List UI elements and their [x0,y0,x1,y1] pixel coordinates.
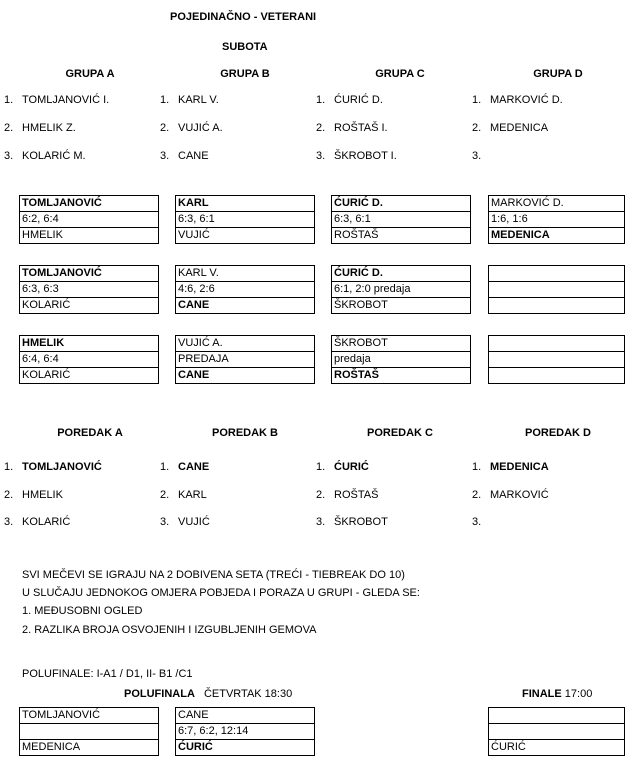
match-score: 6:1, 2:0 predaja [332,282,471,298]
match-player-2: CANE [176,368,315,384]
match-player-1: ŠKROBOT [332,336,471,352]
group-player-number: 3. [160,150,170,162]
standing-number: 1. [472,461,482,473]
standing-player: CANE [178,461,210,473]
group-player-name: MEDENICA [490,122,549,134]
semifinal-pairs: POLUFINALE: I-A1 / D1, II- B1 /C1 [22,668,193,680]
semifinal-1-player-2: MEDENICA [20,740,159,756]
match-table [19,265,159,314]
match-player-1: KARL V. [176,266,315,282]
note-line: SVI MEČEVI SE IGRAJU NA 2 DOBIVENA SETA (TREĆI - TIEBREAK DO 10) [22,569,405,581]
match-score: 6:2, 6:4 [20,212,159,228]
semifinal-2-score: 6:7, 6:2, 12:14 [176,724,315,740]
group-player-number: 2. [316,122,326,134]
match-player-1: TOMLJANOVIĆ [20,266,159,282]
standing-number: 3. [4,516,14,528]
match-player-2: ŠKROBOT [332,298,471,314]
match-table [19,335,159,384]
match-player-2: VUJIĆ [176,228,315,244]
standing-number: 3. [316,516,326,528]
match-score [489,352,625,368]
match-table [175,335,315,384]
day-label: SUBOTA [222,41,268,53]
standing-number: 1. [160,461,170,473]
group-player-number: 3. [4,150,14,162]
group-player-name: KARL V. [178,94,219,106]
semifinal-time: ČETVRTAK 18:30 [203,688,293,700]
group-player-name: TOMLJANOVIĆ I. [22,94,110,106]
standing-number: 2. [316,489,326,501]
group-player-number: 3. [472,150,482,162]
standing-number: 1. [316,461,326,473]
match-player-1: ĆURIĆ D. [332,266,471,282]
match-table [331,195,471,244]
semifinal-2-player-1: CANE [176,708,315,724]
match-table [175,195,315,244]
match-player-2: MEDENICA [489,228,625,244]
group-player-number: 2. [472,122,482,134]
semifinal-1-table [19,707,159,756]
note-line: U SLUČAJU JEDNOKOG OMJERA POBJEDA I PORAZA U GRUPI - GLEDA SE: [22,587,420,599]
match-table [331,335,471,384]
semifinal-header: POLUFINALA [124,688,195,700]
standing-player: MEDENICA [490,461,549,473]
match-player-1: ĆURIĆ D. [332,196,471,212]
standing-number: 3. [160,516,170,528]
match-player-1: HMELIK [20,336,159,352]
match-player-2 [489,368,625,384]
match-player-2: CANE [176,298,315,314]
group-player-number: 1. [472,94,482,106]
match-player-2 [489,298,625,314]
match-table [331,265,471,314]
group-player-number: 1. [316,94,326,106]
semifinal-2-table [175,707,315,756]
group-player-number: 1. [160,94,170,106]
note-line: 1. MEĐUSOBNI OGLED [22,605,143,617]
standings-d-header: POREDAK D [524,427,591,439]
final-header: FINALE [522,688,562,700]
final-player-1 [489,708,625,724]
match-score: 6:3, 6:1 [332,212,471,228]
group-player-number: 1. [4,94,14,106]
standing-player: KARL [178,489,207,501]
standing-player: KOLARIĆ [22,516,71,528]
standing-player: ĆURIĆ [334,461,369,473]
match-player-1: TOMLJANOVIĆ [20,196,159,212]
semifinal-1-player-1: TOMLJANOVIĆ [20,708,159,724]
match-player-2: ROŠTAŠ [332,228,471,244]
group-a-header: GRUPA A [65,68,115,80]
standing-player: TOMLJANOVIĆ [22,461,102,473]
match-score: 1:6, 1:6 [489,212,625,228]
group-player-name: ĆURIĆ D. [334,94,383,106]
standing-number: 3. [472,516,482,528]
semifinal-1-score [20,724,159,740]
standing-player: HMELIK [22,489,63,501]
match-player-2: ROŠTAŠ [332,368,471,384]
group-c-header: GRUPA C [375,68,425,80]
match-score [489,282,625,298]
match-table [488,195,625,244]
group-player-name: VUJIĆ A. [178,122,223,134]
match-player-1 [489,336,625,352]
group-b-header: GRUPA B [220,68,270,80]
group-player-name: MARKOVIĆ D. [490,94,563,106]
match-player-2: KOLARIĆ [20,368,159,384]
final-player-2: ĆURIĆ [489,740,625,756]
group-player-name: ŠKROBOT I. [334,150,397,162]
match-table [488,265,625,314]
final-table [488,707,625,756]
match-score: 6:3, 6:1 [176,212,315,228]
match-player-1: VUJIĆ A. [176,336,315,352]
standing-number: 2. [160,489,170,501]
group-d-header: GRUPA D [533,68,583,80]
semifinal-2-player-2: ĆURIĆ [176,740,315,756]
match-score: PREDAJA [176,352,315,368]
group-player-name: CANE [178,150,209,162]
final-time: 17:00 [564,688,593,700]
match-score: predaja [332,352,471,368]
match-player-1: KARL [176,196,315,212]
group-player-name: HMELIK Z. [22,122,76,134]
standing-player: ŠKROBOT [334,516,388,528]
match-player-1: MARKOVIĆ D. [489,196,625,212]
standings-c-header: POREDAK C [366,427,433,439]
standing-number: 1. [4,461,14,473]
group-player-number: 2. [160,122,170,134]
standing-number: 2. [4,489,14,501]
match-score: 6:4, 6:4 [20,352,159,368]
group-player-name: ROŠTAŠ I. [334,122,388,134]
match-table [19,195,159,244]
page-title: POJEDINAČNO - VETERANI [170,11,317,23]
note-line: 2. RAZLIKA BROJA OSVOJENIH I IZGUBLJENIH GEMOVA [22,624,317,636]
group-player-number: 2. [4,122,14,134]
match-table [175,265,315,314]
match-score: 6:3, 6:3 [20,282,159,298]
standing-player: MARKOVIĆ [490,489,549,501]
standing-player: VUJIĆ [178,516,210,528]
standings-a-header: POREDAK A [57,427,123,439]
group-player-name: KOLARIĆ M. [22,150,86,162]
match-table [488,335,625,384]
match-player-2: HMELIK [20,228,159,244]
match-player-1 [489,266,625,282]
match-score: 4:6, 2:6 [176,282,315,298]
group-player-number: 3. [316,150,326,162]
match-player-2: KOLARIĆ [20,298,159,314]
standing-number: 2. [472,489,482,501]
final-score [489,724,625,740]
standings-b-header: POREDAK B [211,427,278,439]
standing-player: ROŠTAŠ [334,489,379,501]
